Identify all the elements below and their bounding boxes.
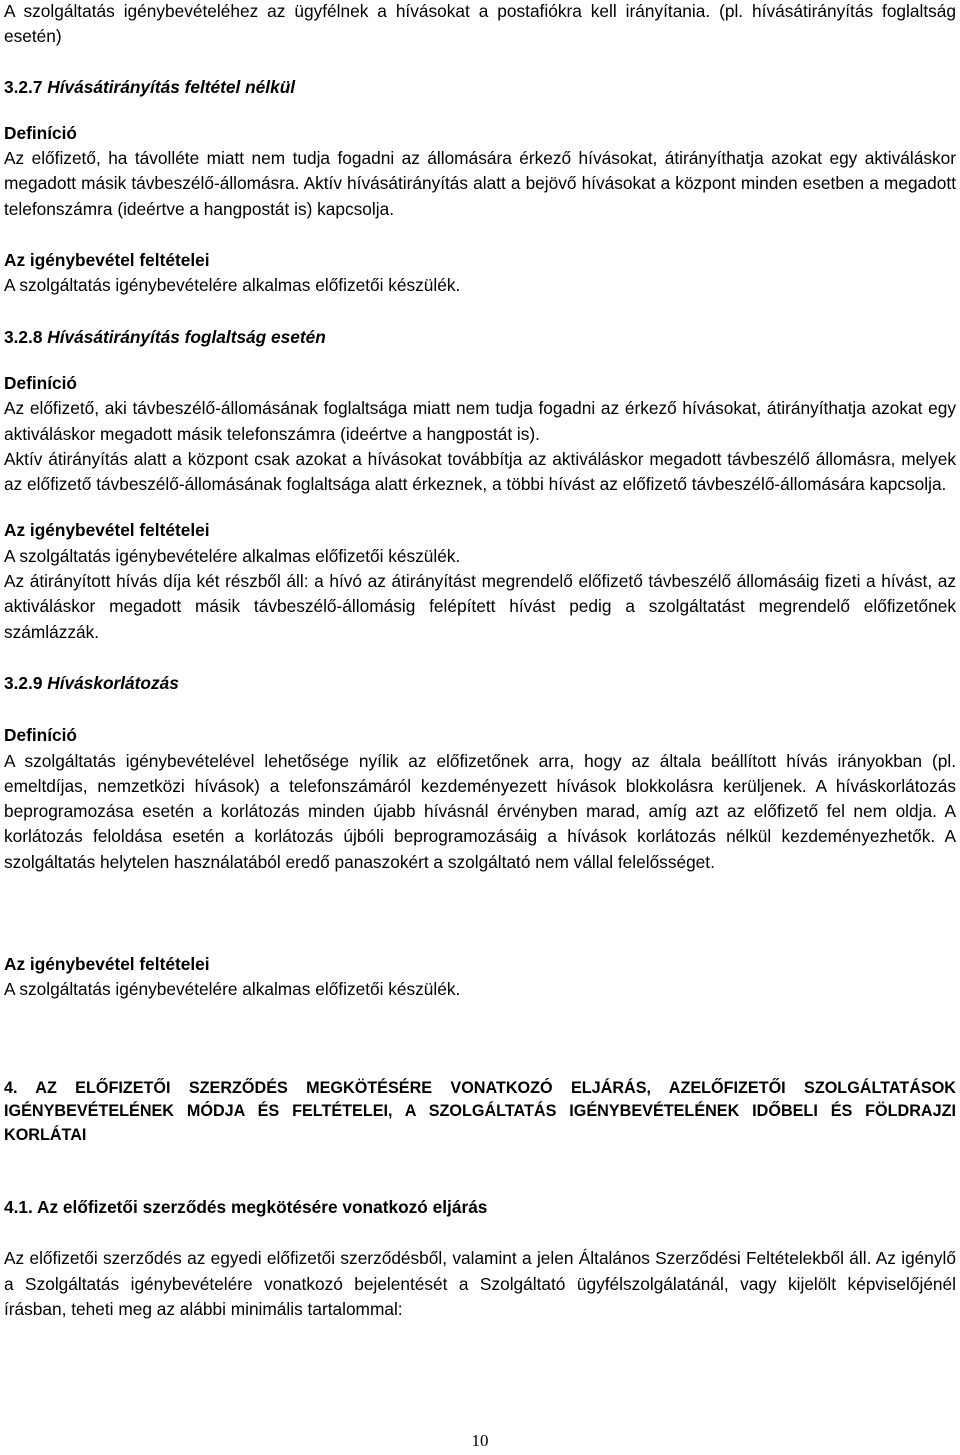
section-heading-3-2-9 (4, 671, 956, 696)
conditions-text: A szolgáltatás igénybevételére alkalmas előfizetői készülék. (4, 275, 461, 296)
section-number: 3.2.8 (4, 326, 43, 347)
definition-label: Definíció (4, 122, 77, 143)
section-number: 3.2.7 (4, 76, 43, 97)
fee-text: Az átirányított hívás díja két részből áll: a hívó az átirányítást megrendelő előfizető távbeszélő állomásáig fizeti a hívást, az aktiváláskor megadott másik távbeszélő-állomásig felépített hívást pedig a szolgáltatást megrendelő előfizetőnek számlázzák. (4, 571, 956, 642)
chapter-heading: 4. AZ ELŐFIZETŐI SZERZŐDÉS MEGKÖTÉSÉRE VONATKOZÓ ELJÁRÁS, AZELŐFIZETŐI SZOLGÁLTATÁSOK IGÉNYBEVÉTELÉNEK MÓDJA ÉS FELTÉTELEI, A SZOLGÁLTATÁS IGÉNYBEVÉTELÉNEK IDŐBELI ÉS FÖLDRAJZI KORLÁTAI (4, 1078, 956, 1144)
section-title: Hívásátirányítás foglaltság esetén (47, 326, 326, 347)
section-heading-3-2-8 (4, 325, 956, 350)
definition-text: Az előfizető, ha távolléte miatt nem tudja fogadni az állomására érkező hívásokat, átirányíthatja azokat egy aktiváláskor megadott másik távbeszélő-állomásra. Aktív hívásátirányítás alatt a bejövő hívásokat a központ minden esetben a megadott telefonszámra (ideértve a hangpostát is) kapcsolja. (4, 148, 956, 219)
conditions-label: Az igénybevétel feltételei (4, 954, 210, 975)
definition-label: Definíció (4, 372, 77, 393)
conditions-label: Az igénybevétel feltételei (4, 520, 210, 541)
definition-text: A szolgáltatás igénybevételével lehetősége nyílik az előfizetőnek arra, hogy az általa beállított hívás irányokban (pl. emeltdíjas, nemzetközi hívások) a telefonszámáról kezdeményezett hívások blokkolásra kerüljenek. A híváskorlátozás beprogramozása esetén a korlátozás minden újabb hívásnál érvényben marad, amíg azt az előfizető fel nem oldja. A korlátozás feloldása esetén a korlátozás újbóli beprogramozásáig a hívások korlátozás nélkül kezdeményezhetők. A szolgáltatás helytelen használatából eredő panaszokért a szolgáltató nem vállal felelősséget. (4, 750, 956, 872)
section-heading-4-1: 4.1. Az előfizetői szerződés megkötésére vonatkozó eljárás (4, 1197, 488, 1218)
section-heading-3-2-7 (4, 75, 956, 100)
section-text: Az előfizetői szerződés az egyedi előfizetői szerződésből, valamint a jelen Általános Szerződési Feltételekből áll. Az igénylő a Szolgáltatás igénybevételére vonatkozó bejelentését a Szolgáltató ügyfélszolgálatánál, vagy kijelölt képviselőjénél írásban, teheti meg az alábbi minimális tartalommal: (4, 1248, 956, 1319)
conditions-text: A szolgáltatás igénybevételére alkalmas előfizetői készülék. (4, 545, 461, 566)
page-number: 10 (471, 1431, 489, 1450)
conditions-label: Az igénybevétel feltételei (4, 250, 210, 271)
document-page (4, 0, 956, 1322)
conditions-text: A szolgáltatás igénybevételére alkalmas előfizetői készülék. (4, 979, 461, 1000)
section-title: Hívásátirányítás feltétel nélkül (47, 76, 296, 97)
definition-text: Az előfizető, aki távbeszélő-állomásának foglaltsága miatt nem tudja fogadni az érkező hívásokat, átirányíthatja azokat egy aktiváláskor megadott másik telefonszámra (ideértve a hangpostát is). (4, 398, 956, 444)
definition-label: Definíció (4, 725, 77, 746)
section-number: 3.2.9 (4, 672, 43, 693)
intro-paragraph: A szolgáltatás igénybevételéhez az ügyfélnek a hívásokat a postafiókra kell irányítania. (pl. hívásátirányítás foglaltság esetén) (4, 1, 956, 47)
section-title: Híváskorlátozás (47, 672, 179, 693)
definition-text-continued: Aktív átirányítás alatt a központ csak azokat a hívásokat továbbítja az aktiváláskor megadott távbeszélő állomásra, melyek az előfizető távbeszélő-állomásának foglaltsága alatt érkeznek, a többi hívást az előfizető távbeszélő-állomására kapcsolja. (4, 448, 956, 495)
